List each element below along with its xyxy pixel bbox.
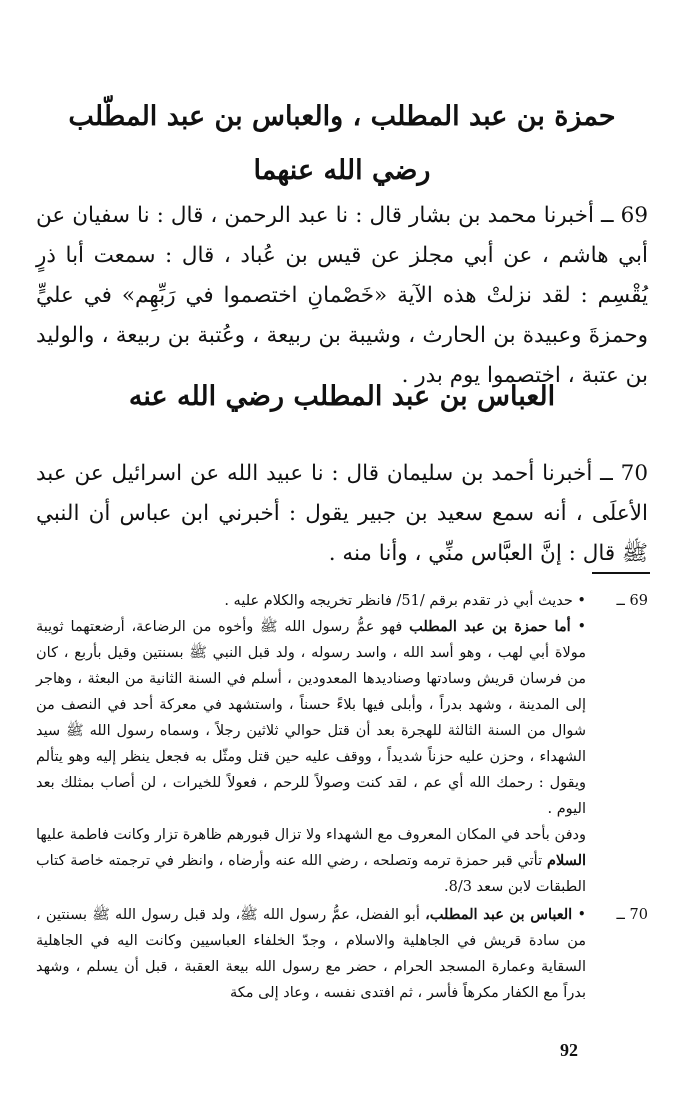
footnote-69 (36, 588, 648, 900)
footnote-bold-word: السلام (547, 852, 587, 869)
footnote-paragraph: • العباس بن عبد المطلب، أبو الفضل، عمُّ رسول الله ﷺ، ولد قبل رسول الله ﷺ بسنتين ، من سادة قريش في الجاهلية والاسلام ، وجدّ الخلفاء العباسيين وكانت اليه في الجاهلية السقاية وعمارة المسجد الحرام ، حضر مع رسول الله بيعة العقبة ، قبل أن يسلم ، وشهد بدراً مع الكفار مكرهاً فأسر ، ثم افتدى نفسه ، وعاد إلى مكة (36, 906, 587, 1001)
hadith-70-text: 70 ــ أخبرنا أحمد بن سليمان قال : نا عبيد الله عن اسرائيل عن عبد الأعلَى ، أنه سمع سعيد بن جبير يقول : أخبرني ابن عباس أن النبي ﷺ قال : إنَّ العبَّاس منِّي ، وأنا منه . (36, 461, 648, 566)
footnote-divider (592, 572, 650, 574)
footnote-text: أبو الفضل، عمُّ رسول الله ﷺ، ولد قبل رسول الله ﷺ بسنتين ، من سادة قريش في الجاهلية والاسلام ، وجدّ الخلفاء العباسيين وكانت اليه في الجاهلية السقاية وعمارة المسجد الحرام ، حضر مع رسول الله بيعة العقبة ، قبل أن يسلم ، وشهد بدراً مع الكفار مكرهاً فأسر ، ثم افتدى نفسه ، وعاد إلى مكة (36, 907, 586, 1001)
chapter-heading (40, 90, 644, 198)
hadith-69-text: 69 ــ أخبرنا محمد بن بشار قال : نا عبد الرحمن ، قال : نا سفيان عن أبي هاشم ، عن أبي مجلز عن قيس بن عُباد ، قال : سمعت أبا ذرٍ يُقْسِم : لقد نزلتْ هذه الآية «خَصْمانِ اختصموا في رَبِّهِم» في عليٍّ وحمزةَ وعبيدة بن الحارث ، وشيبة بن ربيعة ، وعُتبة بن ربيعة ، والوليد بن عتبة ، اختصموا يوم بدر . (36, 203, 648, 388)
footnote-text: تأتي قبر حمزة ترمه وتصلحه ، رضي الله عنه وأرضاه ، وانظر في ترجمته خاصة كتاب الطبقات لابن سعد 8/3. (36, 853, 586, 895)
footnote-text: فهو عمُّ رسول الله ﷺ وأخوه من الرضاعة، أرضعتهما ثويبة مولاة أبي لهب ، وهو أسد الله ، واسد رسوله ، ولد قبل النبي ﷺ بسنتين وقيل بأربع ، كان من فرسان قريش وسادتها وصناديدها المعدودين ، أسلم في السنة الثانية من البعثة ، وهاجر إلى المدينة ، وشهد بدراً ، وأبلى فيها بلاءً حسناً ، واستشهد في معركة أحد في النصف من شوال من السنة الثالثة للهجرة بعد أن قتل حوالي ثلاثين رجلاً ، وسماه رسول الله ﷺ سيد الشهداء ، وحزن عليه حزناً شديداً ، ووقف عليه حين قتل ومثّل به فجعل ينظر إليه وهو يتألم ويقول : رحمك الله أي عم ، لقد كنت وصولاً للرحم ، فعولاً للخيرات ، لن أصاب بمثلك بعد اليوم . (36, 619, 586, 817)
page-number: 92 (560, 1040, 578, 1060)
footnote-70 (36, 902, 648, 1006)
footnote-bold-name: العباس بن عبد المطلب، (425, 906, 573, 923)
footnotes (36, 588, 648, 1006)
footnote-paragraph (36, 822, 586, 900)
chapter-heading-line-1: حمزة بن عبد المطلب ، والعباس بن عبد المطّلب (68, 101, 616, 132)
footnote-text: ودفن بأحد في المكان المعروف مع الشهداء ولا تزال قبورهم ظاهرة تزار وكانت فاطمة عليها (36, 827, 586, 843)
footnote-number: 69 ــ (616, 593, 648, 609)
footnote-bold-name: أما حمزة بن عبد المطلب (409, 618, 571, 635)
chapter-heading-line-2: رضي الله عنهما (253, 155, 431, 186)
footnote-paragraph: • أما حمزة بن عبد المطلب فهو عمُّ رسول الله ﷺ وأخوه من الرضاعة، أرضعتهما ثويبة مولاة أبي لهب ، وهو أسد الله ، واسد رسوله ، ولد قبل النبي ﷺ بسنتين وقيل بأربع ، كان من فرسان قريش وسادتها وصناديدها المعدودين ، أسلم في السنة الثانية من البعثة ، وهاجر إلى المدينة ، وشهد بدراً ، وأبلى فيها بلاءً حسناً ، واستشهد في معركة أحد في النصف من شوال من السنة الثالثة للهجرة بعد أن قتل حوالي ثلاثين رجلاً ، وسماه رسول الله ﷺ سيد الشهداء ، وحزن عليه حزناً شديداً ، ووقف عليه حين قتل ومثّل به فجعل ينظر إليه وهو يتألم ويقول : رحمك الله أي عم ، لقد كنت وصولاً للرحم ، فعولاً للخيرات ، لن أصاب بمثلك بعد اليوم . (36, 618, 586, 817)
section-heading: العباس بن عبد المطلب رضي الله عنه (128, 381, 556, 412)
footnote-number: 70 ــ (616, 907, 648, 923)
footnote-paragraph: • حديث أبي ذر تقدم برقم /51/ فانظر تخريجه والكلام عليه . (224, 593, 586, 609)
footnote-text: حديث أبي ذر تقدم برقم /51/ فانظر تخريجه والكلام عليه . (224, 593, 573, 609)
